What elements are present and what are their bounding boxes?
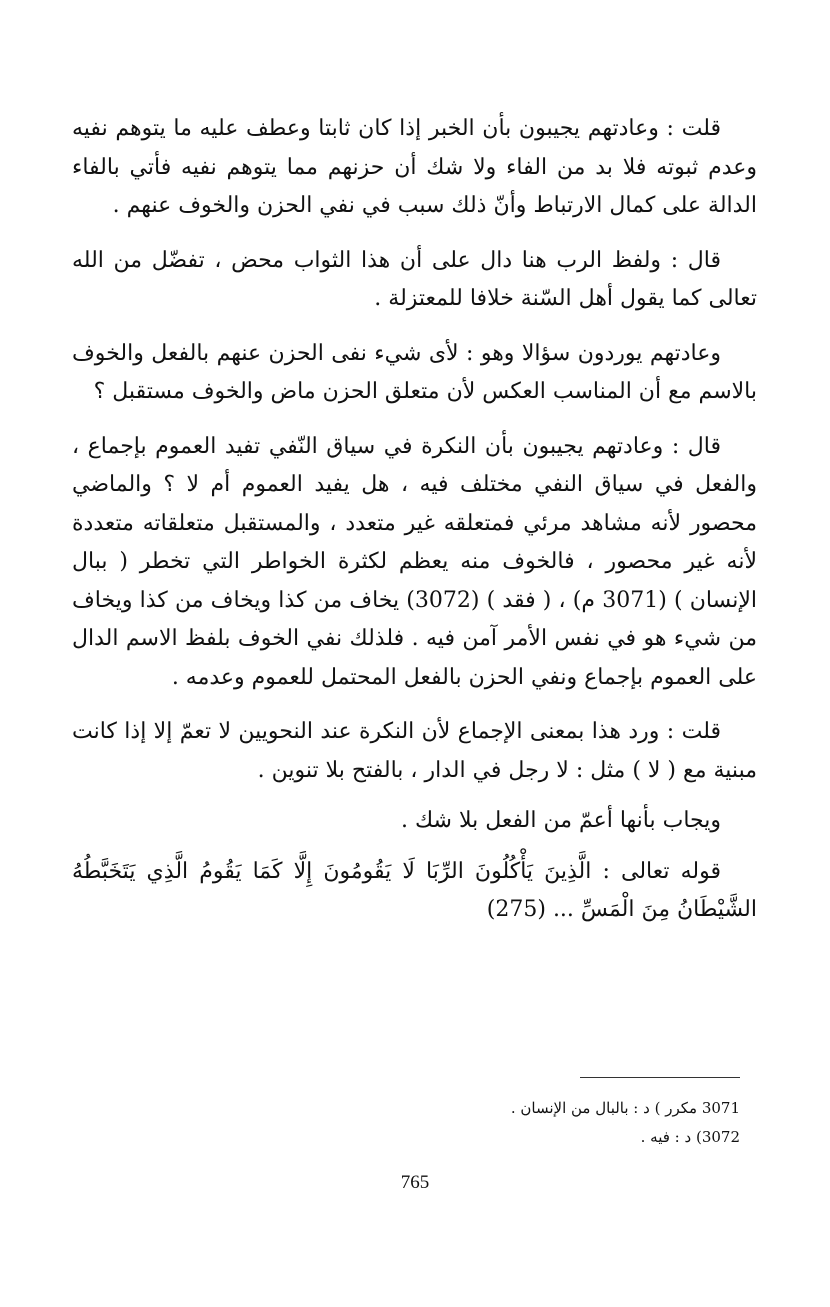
paragraph-qultu-1: قلت : وعادتهم يجيبون بأن الخبر إذا كان ثابتا وعطف عليه ما يتوهم نفيه وعدم ثبوته فلا بد من الفاء ولا شك أن حزنهم مما يتوهم نفيه فأتي بالفاء الدالة على كمال الارتباط وأنّ ذلك سبب في نفي الحزن والخوف عنهم .: [72, 116, 757, 218]
paragraph-qultu-2: قلت : ورد هذا بمعنى الإجماع لأن النكرة عند النحويين لا تعمّ إلا إذا كانت مبنية مع ( لا ) مثل : لا رجل في الدار ، بالفتح بلا تنوين .: [72, 719, 757, 783]
paragraph-qala-1: قال : ولفظ الرب هنا دال على أن هذا الثواب محض ، تفضّل من الله تعالى كما يقول أهل السّنة خلافا للمعتزلة .: [72, 247, 757, 311]
verse-number: (275): [486, 897, 553, 922]
footnote-divider: [580, 1077, 740, 1078]
verse-text: الَّذِينَ يَأْكُلُونَ الرِّبَا لَا يَقُومُونَ إِلَّا كَمَا يَقُومُ الَّذِي يَتَخَبَّطُهُ الشَّيْطَانُ مِنَ الْمَسِّ ...: [72, 858, 757, 922]
paragraph-qala-2: قال : وعادتهم يجيبون بأن النكرة في سياق النّفي تفيد العموم بإجماع ، والفعل في سياق النفي مختلف فيه ، هل يفيد العموم أم لا ؟ والماضي محصور لأنه مشاهد مرئي فمتعلقه غير متعدد ، والمستقبل متعلقاته متعددة لأنه غير محصور ، فالخوف منه يعظم لكثرة الخواطر التي تخطر ( ببال الإنسان ) (3071 م) ، ( فقد ) (3072) يخاف من كذا ويخاف من كذا ويخاف من شيء هو في نفس الأمر آمن فيه . فلذلك نفي الخوف بلفظ الاسم الدال على العموم بإجماع ونفي الحزن بالفعل المحتمل للعموم وعدمه .: [72, 433, 757, 690]
quran-verse: [72, 853, 757, 930]
page-number: 765: [400, 1172, 430, 1193]
verse-intro: قوله تعالى :: [591, 858, 721, 884]
footnotes: [300, 1094, 740, 1152]
footnote-3071: 3071 مكرر ) د : بالبال من الإنسان .: [510, 1099, 740, 1117]
main-text-block: [72, 110, 757, 930]
paragraph-question: وعادتهم يوردون سؤالا وهو : لأى شيء نفى الحزن عنهم بالفعل والخوف بالاسم مع أن المناسب العكس لأن متعلق الحزن ماض والخوف مستقبل ؟: [72, 340, 757, 404]
paragraph-answer: ويجاب بأنها أعمّ من الفعل بلا شك .: [401, 808, 721, 833]
footnote-3072: 3072) د : فيه .: [640, 1128, 740, 1146]
